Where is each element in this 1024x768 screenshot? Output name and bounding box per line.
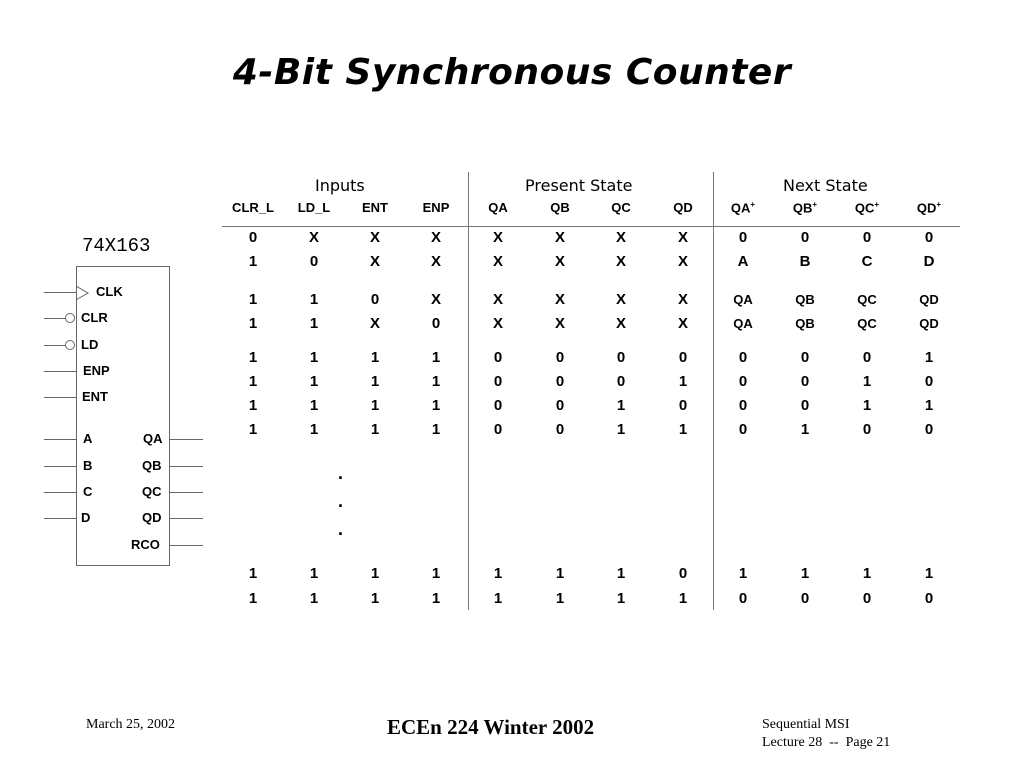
table-cell: 0 (493, 373, 503, 390)
table-cell: X (308, 229, 320, 246)
ellipsis-dot: . (338, 491, 344, 511)
table-cell: X (554, 315, 566, 332)
pin-label-a: A (83, 431, 93, 446)
table-cell: 1 (616, 397, 626, 414)
table-cell: 1 (248, 253, 258, 270)
table-cell: 0 (493, 421, 503, 438)
table-cell: 1 (738, 565, 748, 582)
table-cell: 0 (309, 253, 319, 270)
footer-topic: Sequential MSI (762, 717, 850, 732)
qa-pin-line (170, 439, 203, 440)
table-cell: 0 (555, 397, 565, 414)
column-header: QA (488, 200, 508, 215)
table-cell: 1 (431, 349, 441, 366)
table-cell: 0 (738, 373, 748, 390)
table-cell: 1 (616, 421, 626, 438)
table-cell: 1 (924, 397, 934, 414)
table-cell: 1 (431, 421, 441, 438)
table-cell: 0 (800, 590, 810, 607)
pin-label-qd: QD (142, 510, 162, 525)
column-header: QD+ (916, 200, 942, 216)
b-pin-line (44, 466, 76, 467)
clr-inversion-bubble (65, 313, 75, 323)
table-cell: X (554, 253, 566, 270)
table-cell: 0 (800, 373, 810, 390)
table-cell: 0 (924, 590, 934, 607)
table-cell: 1 (370, 565, 380, 582)
group-head-present-state: Present State (525, 176, 633, 195)
table-cell: QA (733, 316, 753, 331)
table-cell: 1 (493, 565, 503, 582)
table-cell: QA (733, 292, 753, 307)
table-cell: X (492, 229, 504, 246)
column-header: QA+ (730, 200, 756, 216)
table-cell: 1 (248, 373, 258, 390)
table-cell: X (615, 291, 627, 308)
table-cell: 0 (555, 349, 565, 366)
table-cell: 0 (678, 565, 688, 582)
chip-name: 74X163 (82, 235, 151, 257)
table-cell: X (369, 315, 381, 332)
table-cell: QC (857, 316, 877, 331)
table-cell: X (492, 315, 504, 332)
table-cell: 1 (370, 397, 380, 414)
table-cell: 1 (248, 291, 258, 308)
a-pin-line (44, 439, 76, 440)
table-cell: 1 (370, 373, 380, 390)
ld-pin-line (44, 345, 66, 346)
table-cell: 1 (248, 421, 258, 438)
table-cell: 1 (616, 565, 626, 582)
footer-date: March 25, 2002 (86, 717, 176, 732)
table-cell: QB (795, 292, 815, 307)
pin-label-c: C (83, 484, 93, 499)
clock-triangle-icon (76, 285, 90, 301)
table-cell: 0 (862, 229, 872, 246)
table-cell: 1 (309, 421, 319, 438)
table-cell: 0 (738, 590, 748, 607)
table-cell: QD (919, 292, 939, 307)
clr-pin-line (44, 318, 66, 319)
table-cell: 0 (678, 397, 688, 414)
column-header: QB (550, 200, 570, 215)
table-cell: X (369, 229, 381, 246)
column-header: QC+ (854, 200, 880, 216)
table-cell: QC (857, 292, 877, 307)
table-cell: 1 (678, 421, 688, 438)
table-cell: 0 (738, 421, 748, 438)
pin-label-clk: CLK (96, 284, 123, 299)
pin-label-clr: CLR (81, 310, 108, 325)
table-cell: 1 (555, 565, 565, 582)
table-cell: 1 (800, 565, 810, 582)
footer-lecture: Lecture 28 -- Page 21 (762, 735, 891, 750)
header-rule (222, 226, 960, 227)
table-cell: A (737, 253, 749, 270)
table-cell: 1 (616, 590, 626, 607)
ellipsis-dot: . (338, 463, 344, 483)
table-cell: 1 (248, 397, 258, 414)
table-cell: 0 (431, 315, 441, 332)
pin-label-b: B (83, 458, 93, 473)
table-cell: 0 (616, 373, 626, 390)
table-cell: 0 (924, 421, 934, 438)
table-cell: X (615, 253, 627, 270)
separator-inputs-present (468, 172, 469, 610)
table-cell: X (677, 253, 689, 270)
pin-label-d: D (81, 510, 91, 525)
table-cell: X (615, 229, 627, 246)
table-cell: X (554, 229, 566, 246)
table-cell: 0 (924, 373, 934, 390)
table-cell: 0 (616, 349, 626, 366)
table-cell: 1 (370, 590, 380, 607)
table-cell: 1 (309, 373, 319, 390)
table-cell: 1 (309, 315, 319, 332)
table-cell: 1 (678, 590, 688, 607)
table-cell: 0 (555, 421, 565, 438)
table-cell: 1 (309, 397, 319, 414)
slide-title: 4-Bit Synchronous Counter (232, 52, 792, 93)
qc-pin-line (170, 492, 203, 493)
c-pin-line (44, 492, 76, 493)
table-cell: 0 (800, 229, 810, 246)
pin-label-rco: RCO (131, 537, 160, 552)
column-header: ENT (362, 200, 388, 215)
table-cell: X (615, 315, 627, 332)
table-cell: 1 (309, 565, 319, 582)
table-cell: 0 (800, 349, 810, 366)
table-cell: 1 (309, 291, 319, 308)
table-cell: 1 (862, 373, 872, 390)
table-cell: X (430, 253, 442, 270)
table-cell: X (677, 315, 689, 332)
table-cell: X (492, 253, 504, 270)
table-cell: B (799, 253, 811, 270)
table-cell: 0 (924, 229, 934, 246)
pin-label-ent: ENT (82, 389, 108, 404)
table-cell: 0 (862, 590, 872, 607)
table-cell: 1 (431, 397, 441, 414)
table-cell: 1 (924, 349, 934, 366)
table-cell: 1 (924, 565, 934, 582)
qd-pin-line (170, 518, 203, 519)
table-cell: QD (919, 316, 939, 331)
table-cell: 1 (431, 565, 441, 582)
table-cell: 0 (493, 349, 503, 366)
table-cell: X (554, 291, 566, 308)
table-cell: 0 (370, 291, 380, 308)
table-cell: 0 (555, 373, 565, 390)
table-cell: C (861, 253, 873, 270)
group-head-inputs: Inputs (315, 176, 365, 195)
separator-present-next (713, 172, 714, 610)
table-cell: 1 (493, 590, 503, 607)
table-cell: 1 (431, 590, 441, 607)
table-cell: 0 (800, 397, 810, 414)
column-header: QB+ (792, 200, 818, 216)
footer-course: ECEn 224 Winter 2002 (387, 715, 595, 739)
table-cell: 1 (555, 590, 565, 607)
table-cell: X (677, 229, 689, 246)
table-cell: X (430, 291, 442, 308)
column-header: ENP (422, 200, 450, 215)
table-cell: X (369, 253, 381, 270)
d-pin-line (44, 518, 76, 519)
pin-label-ld: LD (81, 337, 99, 352)
rco-pin-line (170, 545, 203, 546)
table-cell: 0 (738, 229, 748, 246)
table-cell: 1 (248, 590, 258, 607)
column-header: QD (673, 200, 693, 215)
pin-label-qb: QB (142, 458, 162, 473)
table-cell: 0 (248, 229, 258, 246)
table-cell: 0 (738, 349, 748, 366)
table-cell: 0 (678, 349, 688, 366)
enp-pin-line (44, 371, 76, 372)
table-cell: 1 (431, 373, 441, 390)
table-cell: 1 (370, 421, 380, 438)
table-cell: 0 (862, 421, 872, 438)
table-cell: 0 (738, 397, 748, 414)
clk-pin-line (44, 292, 76, 293)
table-cell: 1 (370, 349, 380, 366)
group-head-next-state: Next State (783, 176, 868, 195)
table-cell: QB (795, 316, 815, 331)
table-cell: X (492, 291, 504, 308)
table-cell: X (430, 229, 442, 246)
ent-pin-line (44, 397, 76, 398)
qb-pin-line (170, 466, 203, 467)
table-cell: 0 (493, 397, 503, 414)
table-cell: X (677, 291, 689, 308)
table-cell: 1 (309, 349, 319, 366)
table-cell: D (923, 253, 935, 270)
table-cell: 0 (862, 349, 872, 366)
table-cell: 1 (248, 565, 258, 582)
pin-label-qa: QA (143, 431, 163, 446)
pin-label-enp: ENP (83, 363, 110, 378)
column-header: LD_L (297, 200, 331, 215)
ellipsis-dot: . (338, 519, 344, 539)
table-cell: 1 (678, 373, 688, 390)
table-cell: 1 (862, 565, 872, 582)
pin-label-qc: QC (142, 484, 162, 499)
column-header: QC (611, 200, 631, 215)
table-cell: 1 (862, 397, 872, 414)
table-cell: 1 (248, 315, 258, 332)
table-cell: 1 (309, 590, 319, 607)
table-cell: 1 (248, 349, 258, 366)
table-cell: 1 (800, 421, 810, 438)
column-header: CLR_L (232, 200, 274, 215)
ld-inversion-bubble (65, 340, 75, 350)
